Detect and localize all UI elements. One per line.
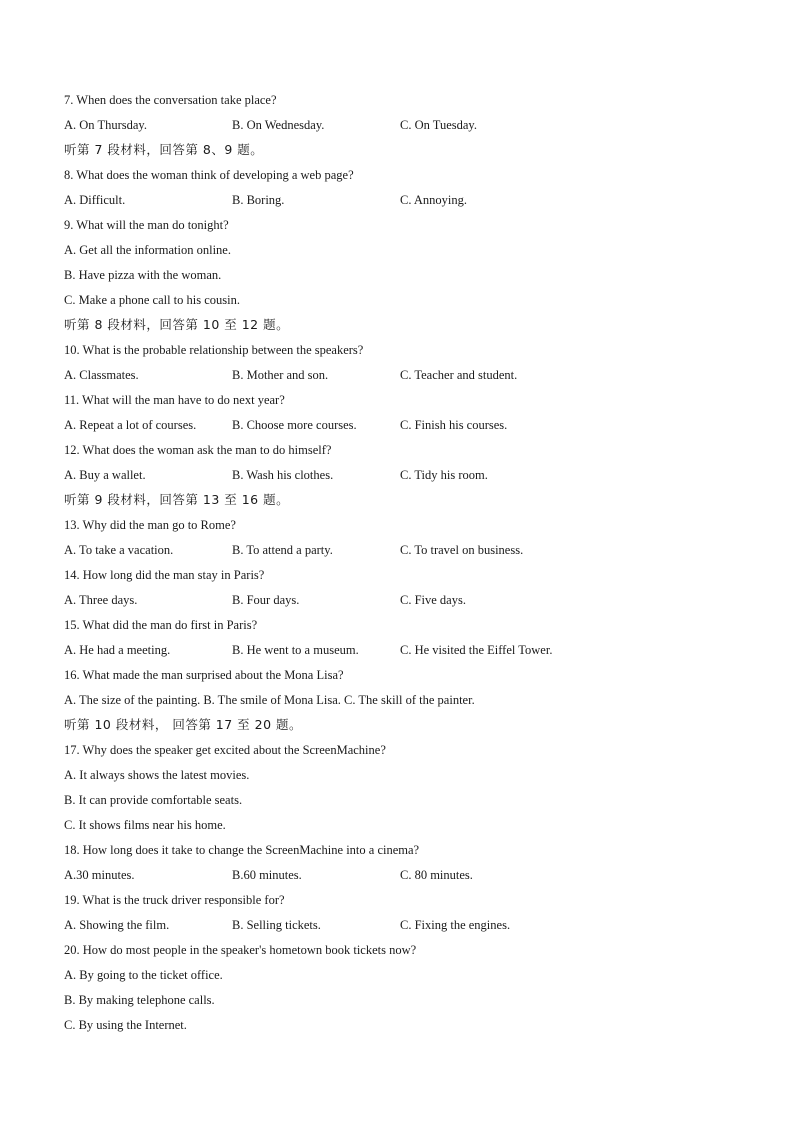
question-line: 12. What does the woman ask the man to do himself?: [64, 443, 332, 457]
section-instruction: 听第 9 段材料，回答第 13 至 16 题。: [64, 492, 290, 507]
option-a: A. Repeat a lot of courses.: [64, 418, 197, 432]
question-line: 20. How do most people in the speaker's hometown book tickets now?: [64, 943, 417, 957]
section-instruction: 听第 7 段材料，回答第 8、9 题。: [64, 142, 264, 157]
option-a: A. Buy a wallet.: [64, 468, 146, 482]
option-c: C. Fixing the engines.: [400, 918, 511, 932]
question-line: 11. What will the man have to do next year?: [64, 393, 285, 407]
option-b: B. Selling tickets.: [232, 918, 321, 932]
question-line: 14. How long did the man stay in Paris?: [64, 568, 265, 582]
option-a: A. Difficult.: [64, 193, 126, 207]
question-line: 17. Why does the speaker get excited about the ScreenMachine?: [64, 743, 386, 757]
option-c: C. Annoying.: [400, 193, 468, 207]
question-line: 16. What made the man surprised about the Mona Lisa?: [64, 668, 344, 682]
option-b: B. Boring.: [232, 193, 285, 207]
option-a: A. On Thursday.: [64, 118, 147, 132]
question-line: 10. What is the probable relationship between the speakers?: [64, 343, 364, 357]
option-c: C. He visited the Eiffel Tower.: [400, 643, 553, 657]
question-line: B. It can provide comfortable seats.: [64, 793, 243, 807]
option-b: B. Wash his clothes.: [232, 468, 334, 482]
question-line: A. By going to the ticket office.: [64, 968, 223, 982]
question-line: B. By making telephone calls.: [64, 993, 215, 1007]
option-b: B. Mother and son.: [232, 368, 329, 382]
section-instruction: 听第 8 段材料，回答第 10 至 12 题。: [64, 317, 290, 332]
option-b: B. Four days.: [232, 593, 300, 607]
question-line: C. By using the Internet.: [64, 1018, 187, 1032]
option-a: A. To take a vacation.: [64, 543, 174, 557]
option-c: C. On Tuesday.: [400, 118, 477, 132]
question-line: 7. When does the conversation take place?: [64, 93, 277, 107]
question-line: 13. Why did the man go to Rome?: [64, 518, 236, 532]
option-b: B. On Wednesday.: [232, 118, 325, 132]
option-a: A.30 minutes.: [64, 868, 135, 882]
option-c: C. 80 minutes.: [400, 868, 473, 882]
section-instruction: 听第 10 段材料， 回答第 17 至 20 题。: [64, 717, 303, 732]
question-line: A. Get all the information online.: [64, 243, 231, 257]
option-a: A. Three days.: [64, 593, 138, 607]
option-c: C. Five days.: [400, 593, 466, 607]
question-line: 18. How long does it take to change the ScreenMachine into a cinema?: [64, 843, 420, 857]
option-b: B. Choose more courses.: [232, 418, 357, 432]
option-c: C. Finish his courses.: [400, 418, 508, 432]
question-line: C. Make a phone call to his cousin.: [64, 293, 241, 307]
question-line: 19. What is the truck driver responsible for?: [64, 893, 285, 907]
option-b: B. To attend a party.: [232, 543, 333, 557]
option-a: A. Classmates.: [64, 368, 139, 382]
option-b: B.60 minutes.: [232, 868, 302, 882]
question-line: A. It always shows the latest movies.: [64, 768, 250, 782]
question-line: 8. What does the woman think of developing a web page?: [64, 168, 354, 182]
question-line: 15. What did the man do first in Paris?: [64, 618, 258, 632]
question-line: C. It shows films near his home.: [64, 818, 226, 832]
option-c: C. Tidy his room.: [400, 468, 488, 482]
question-line: 9. What will the man do tonight?: [64, 218, 229, 232]
question-line: B. Have pizza with the woman.: [64, 268, 222, 282]
option-b: B. He went to a museum.: [232, 643, 359, 657]
option-a: A. Showing the film.: [64, 918, 170, 932]
option-c: C. Teacher and student.: [400, 368, 518, 382]
option-c: C. To travel on business.: [400, 543, 524, 557]
option-a: A. He had a meeting.: [64, 643, 171, 657]
question-line: A. The size of the painting. B. The smile of Mona Lisa. C. The skill of the painter.: [64, 693, 475, 707]
